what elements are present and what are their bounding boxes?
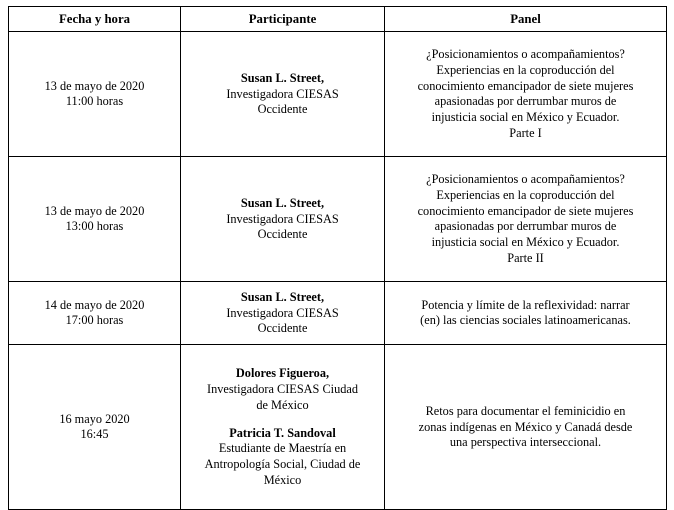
panel-line: Parte II	[507, 250, 544, 265]
cell-participant	[181, 345, 385, 510]
participant-block	[187, 366, 378, 413]
panel-line: (en) las ciencias sociales latinoamericanas.	[420, 313, 631, 328]
panel-line: una perspectiva interseccional.	[449, 435, 602, 450]
table-row	[9, 157, 667, 282]
participant-role-line: México	[263, 472, 302, 487]
schedule-table	[8, 6, 667, 510]
panel-line: Retos para documentar el feminicidio en	[425, 403, 626, 418]
panel-line: zonas indígenas en México y Canadá desde	[418, 419, 633, 434]
table-body	[9, 32, 667, 510]
participant-block	[187, 196, 378, 243]
participant-name: Patricia T. Sandoval	[229, 425, 336, 440]
participant-role-line: Investigadora CIESAS Ciudad	[207, 382, 358, 397]
participant-role-line: Occidente	[257, 321, 308, 336]
panel-line: Potencia y límite de la reflexividad: narrar	[421, 297, 630, 312]
time-line: 17:00 horas	[65, 313, 124, 328]
panel-line: Experiencias en la coproducción del	[436, 187, 615, 202]
panel-line: conocimiento emancipador de siete mujeres	[417, 203, 634, 218]
cell-panel	[385, 345, 667, 510]
cell-participant	[181, 157, 385, 282]
participant-role-line: Occidente	[257, 227, 308, 242]
panel-line: injusticia social en México y Ecuador.	[431, 110, 620, 125]
participant-name: Susan L. Street,	[240, 289, 325, 304]
table-row	[9, 282, 667, 345]
panel-line: apasionadas por derrumbar muros de	[434, 219, 617, 234]
cell-date	[9, 345, 181, 510]
time-line: 16:45	[80, 427, 109, 442]
participant-block	[187, 290, 378, 337]
cell-date	[9, 282, 181, 345]
time-line: 13:00 horas	[65, 219, 124, 234]
table-row	[9, 345, 667, 510]
participant-role-line: Antropología Social, Ciudad de	[204, 456, 361, 471]
date-line: 13 de mayo de 2020	[44, 203, 145, 218]
date-line: 16 mayo 2020	[59, 411, 130, 426]
column-header-panel: Panel	[385, 7, 667, 32]
column-header-participant: Participante	[181, 7, 385, 32]
date-line: 13 de mayo de 2020	[44, 78, 145, 93]
participant-role-line: Investigadora CIESAS	[226, 86, 339, 101]
cell-participant	[181, 32, 385, 157]
panel-line: ¿Posicionamientos o acompañamientos?	[426, 47, 625, 62]
date-line: 14 de mayo de 2020	[44, 297, 145, 312]
cell-panel	[385, 32, 667, 157]
panel-line: conocimiento emancipador de siete mujeres	[417, 78, 634, 93]
table-header-row	[9, 7, 667, 32]
column-header-date: Fecha y hora	[9, 7, 181, 32]
participant-role-line: Investigadora CIESAS	[226, 211, 339, 226]
participant-role-line: de México	[256, 397, 309, 412]
participant-role-line: Estudiante de Maestría en	[218, 441, 347, 456]
cell-panel	[385, 282, 667, 345]
cell-date	[9, 32, 181, 157]
panel-line: Parte I	[509, 125, 542, 140]
cell-panel	[385, 157, 667, 282]
panel-line: apasionadas por derrumbar muros de	[434, 94, 617, 109]
cell-participant	[181, 282, 385, 345]
participant-name: Dolores Figueroa,	[235, 366, 330, 381]
table-header	[9, 7, 667, 32]
participant-role-line: Investigadora CIESAS	[226, 305, 339, 320]
panel-line: injusticia social en México y Ecuador.	[431, 235, 620, 250]
participant-name: Susan L. Street,	[240, 70, 325, 85]
participant-block	[187, 71, 378, 118]
table-row	[9, 32, 667, 157]
participant-role-line: Occidente	[257, 102, 308, 117]
panel-line: Experiencias en la coproducción del	[436, 62, 615, 77]
participant-name: Susan L. Street,	[240, 195, 325, 210]
time-line: 11:00 horas	[65, 94, 124, 109]
panel-line: ¿Posicionamientos o acompañamientos?	[426, 172, 625, 187]
cell-date	[9, 157, 181, 282]
